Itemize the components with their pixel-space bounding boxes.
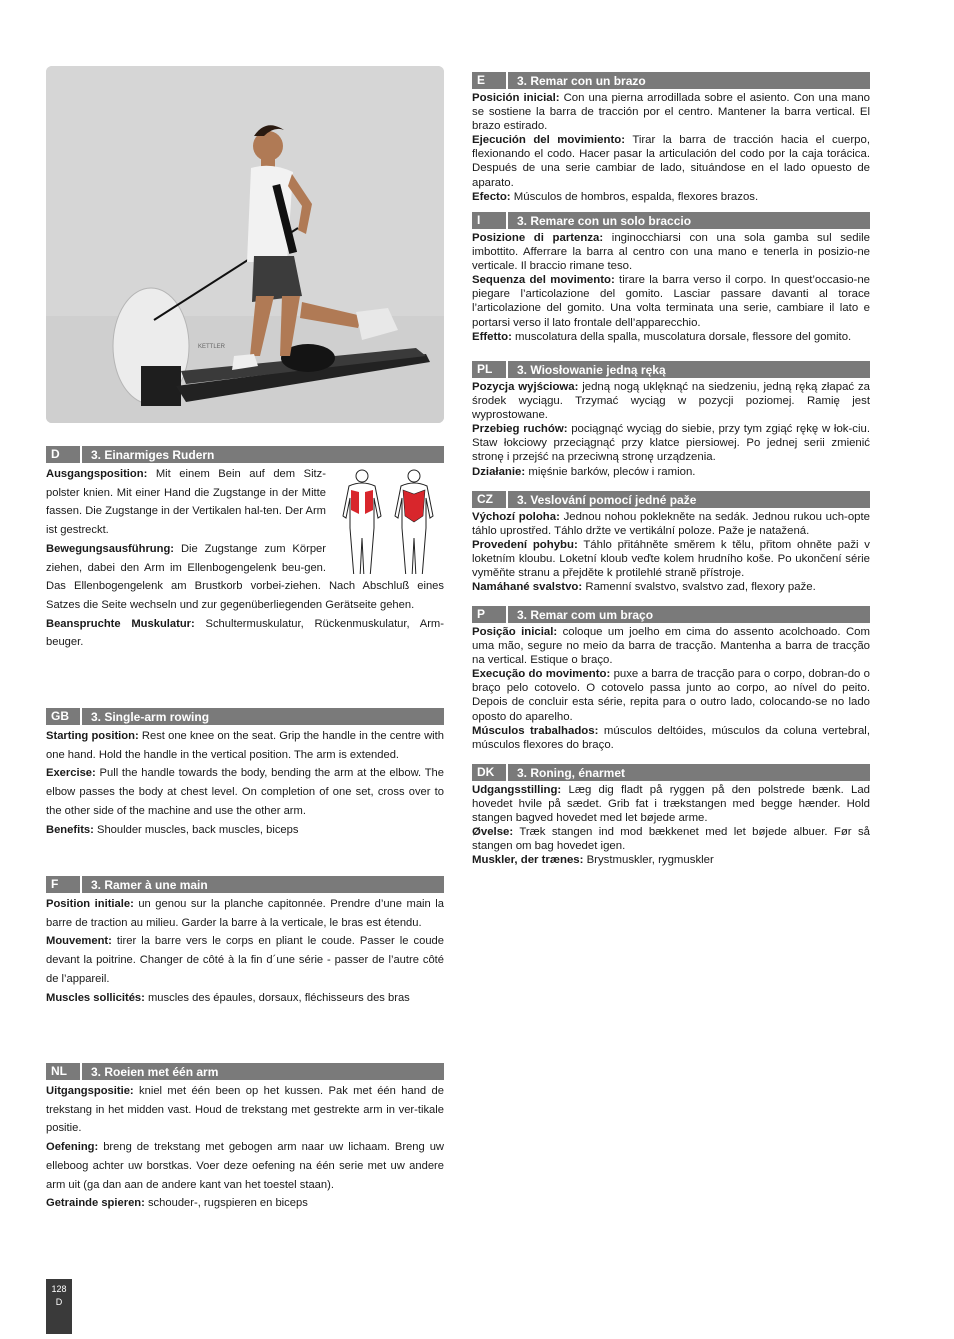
- section-header: [472, 72, 870, 89]
- paragraph: Bewegungsausführung: Die Zugstange zum Körper ziehen, dabei den Arm im Ellenbogengelenk beu-gen. Das Ellenbogengelenk am Brustkorb vorbei-ziehen. Nach Abschluß eines Satzes die Seite wechseln und zur gegenüberliegenden Gerätseite gehen.: [46, 542, 444, 611]
- language-code: D: [55, 1297, 63, 1307]
- paragraph: Przebieg ruchów: pociągnąć wyciąg do siebie, przy tym zgiąć rękę w łok-ciu. Staw łokciowy przeciągnąć przy klatce piersiowej. Po jednej serii zmienić stronę i przejść na przeciwną stronę urządzenia.: [472, 423, 870, 464]
- paragraph: Ejecución del movimiento: Tirar la barra de tracción hacia el cuerpo, flexionando el codo. Hacer pasar la articulación del codo por la caja torácica. Después de una serie cambiar de lado, situándose en el lado opuesto de aparato.: [472, 134, 871, 189]
- section-header: [472, 361, 870, 378]
- paragraph: Provedení pohybu: Táhlo přitáhněte směrem k tělu, přitom ohněte paži v loketním kloubu. Loketní kloub veďte kolem hrudního koše. Po ukončení série vyměňte stranu a přejděte k protilehlé straně přístroje.: [472, 539, 871, 580]
- paragraph: Efecto: Músculos de hombros, espalda, flexores brazos.: [472, 190, 759, 203]
- section-dk: [472, 764, 870, 868]
- section-header: [472, 764, 870, 781]
- section-body: [472, 623, 870, 752]
- paragraph: Oefening: breng de trekstang met gebogen arm naar uw lichaam. Breng uw elleboog achter uw borstkas. Voer deze oefening na één serie met uw andere arm uit (ga dan aan de andere kant van het toestel staan).: [46, 1141, 444, 1191]
- paragraph: Benefits: Shoulder muscles, back muscles, biceps: [46, 823, 299, 836]
- section-code: E: [472, 72, 508, 89]
- page-number-tab: [46, 1279, 72, 1334]
- section-e: [472, 72, 870, 204]
- paragraph: Position initiale: un genou sur la planche capitonnée. Prendre d’une main la barre de traction au milieu. Garder la barre à la verticale, le bras est étendu.: [46, 898, 444, 929]
- section-code: GB: [46, 708, 82, 725]
- paragraph: Pozycja wyjściowa: jedną nogą uklęknąć na siedzeniu, jedną ręką złapać za środek wyciągu. Trzymać wyciąg w pozycji poziomej. Ramię jest wyprostowane.: [472, 381, 870, 422]
- section-title: 3. Remar com um braço: [517, 607, 654, 622]
- paragraph: Sequenza del movimento: tirare la barra verso il corpo. In quest’occasio-ne piegare l’articolazione del gomito. Lasciar passare davanti al torace l’articolazione del gomito. Una volta terminata una serie, cambiare il lato e portarsi verso il lato frontale dell’apparecchio.: [472, 274, 870, 329]
- section-cz: [472, 491, 870, 595]
- paragraph: Starting position: Rest one knee on the seat. Grip the handle in the centre with one hand. Hold the handle in the vertical position. The arm is extended.: [46, 730, 444, 761]
- section-f: [46, 876, 444, 1007]
- section-body: [472, 508, 870, 595]
- paragraph: Namáhané svalstvo: Ramenní svalstvo, svalstvo zad, flexory paže.: [472, 581, 816, 594]
- section-code: DK: [472, 764, 508, 781]
- section-title: 3. Wiosłowanie jedną ręką: [517, 362, 666, 377]
- paragraph: Muscles sollicités: muscles des épaules, dorsaux, fléchisseurs des bras: [46, 991, 410, 1004]
- section-body: [46, 1080, 444, 1213]
- section-body: [46, 463, 444, 652]
- section-title: 3. Remar con un brazo: [517, 73, 646, 88]
- section-body: [472, 781, 870, 868]
- section-body: [46, 725, 444, 839]
- section-d: [46, 446, 444, 652]
- section-body: [472, 378, 870, 479]
- paragraph: Øvelse: Træk stangen ind mod bækkenet med let bøjede albuer. Før så stangen om bag hovedet igen.: [472, 826, 870, 853]
- paragraph: Výchozí poloha: Jednou nohou poklekněte na sedák. Jednou rukou uch-opte táhlo uprostřed. Táhlo držte ve vertikální poloze. Paže je natažená.: [472, 511, 870, 538]
- section-nl: [46, 1063, 444, 1213]
- section-title: 3. Ramer à une main: [91, 877, 208, 892]
- paragraph: Beanspruchte Muskulatur: Schultermuskulatur, Rückenmuskulatur, Arm-beuger.: [46, 617, 444, 649]
- paragraph: Músculos trabalhados: músculos deltóides, músculos da coluna vertebral, músculos flexores do braço.: [472, 724, 870, 751]
- paragraph: Mouvement: tirer la barre vers le corps en pliant le coude. Passer le coude devant la poitrine. Changer de côté à la fin d´une série - passer de l’autre côté de l’appareil.: [46, 935, 444, 985]
- muscle-chart-figure: [332, 468, 444, 574]
- section-body: [472, 89, 870, 204]
- page-number: 128: [51, 1284, 67, 1294]
- section-body: [46, 893, 444, 1007]
- section-header: [472, 491, 870, 508]
- section-header: [46, 708, 444, 725]
- section-header: [46, 1063, 444, 1080]
- section-title: 3. Einarmiges Rudern: [91, 447, 215, 462]
- section-code: NL: [46, 1063, 82, 1080]
- section-p: [472, 606, 870, 752]
- paragraph: Muskler, der trænes: Brystmuskler, rygmuskler: [472, 854, 714, 867]
- paragraph: Posizione di partenza: inginocchiarsi con una sola gamba sul sedile imbottito. Afferrare la barra al centro con una mano e tenerla in posizio-ne verticale. Il braccio rimane teso.: [472, 232, 870, 273]
- section-body: [472, 229, 870, 344]
- section-title: 3. Single-arm rowing: [91, 709, 210, 724]
- paragraph: Posición inicial: Con una pierna arrodillada sobre el asiento. Con una mano se sostiene la barra de tracción por el centro. Mantener la barra vertical. El brazo estirado.: [472, 92, 871, 133]
- section-code: F: [46, 876, 82, 893]
- paragraph: Exercise: Pull the handle towards the body, bending the arm at the elbow. The elbow passes the body at chest level. On completion of one set, cross over to the other side of the machine and use the other arm.: [46, 767, 444, 817]
- section-code: I: [472, 212, 508, 229]
- section-header: [46, 876, 444, 893]
- paragraph: Działanie: mięśnie barków, pleców i ramion.: [472, 465, 696, 478]
- section-gb: [46, 708, 444, 839]
- paragraph: Uitgangspositie: kniel met één been op het kussen. Pak met één hand de trekstang in het midden vast. Houd de trekstang met gestrekte arm in ver-tikale positie.: [46, 1085, 444, 1135]
- svg-text:KETTLER: KETTLER: [198, 344, 226, 350]
- paragraph: Posição inicial: coloque um joelho em cima do assento acolchoado. Com uma mão, segure no meio da barra de tracção. Mantenha a barra de tracção na vertical. Estique o braço.: [472, 626, 870, 667]
- section-header: [46, 446, 444, 463]
- paragraph: Udgangsstilling: Læg dig fladt på ryggen på den polstrede bænk. Lad hovedet hvile på sædet. Grib fat i trækstangen med begge hænder. Hold stangen bagved hovedet med let bøjede arme.: [472, 784, 870, 825]
- section-header: [472, 212, 870, 229]
- paragraph: Effetto: muscolatura della spalla, muscolatura dorsale, flessore del gomito.: [472, 330, 852, 343]
- section-code: P: [472, 606, 508, 623]
- section-code: PL: [472, 361, 508, 378]
- paragraph: Ausgangsposition: Mit einem Bein auf dem Sitz-polster knien. Mit einer Hand die Zugstange in der Mitte fassen. Die Zugstange in der Vertikalen hal-ten. Der Arm ist gestreckt.: [46, 468, 326, 537]
- paragraph: Execução do movimento: puxe a barra de tracção para o corpo, dobran-do o braço pelo cotovelo. O cotovelo passa junto ao corpo, ao nível do peito. Depois de concluir esta série, repita para o outro lado, colocando-se no lado oposto do aparelho.: [472, 668, 870, 723]
- section-title: 3. Remare con un solo braccio: [517, 213, 692, 228]
- section-pl: [472, 361, 870, 479]
- section-i: [472, 212, 870, 344]
- section-title: 3. Veslování pomocí jedné paže: [517, 492, 697, 507]
- section-code: D: [46, 446, 82, 463]
- section-title: 3. Roeien met één arm: [91, 1064, 219, 1079]
- section-header: [472, 606, 870, 623]
- section-title: 3. Roning, énarmet: [517, 765, 626, 780]
- paragraph: Getrainde spieren: schouder-, rugspieren en biceps: [46, 1197, 308, 1210]
- section-code: CZ: [472, 491, 508, 508]
- exercise-photo: [46, 66, 444, 423]
